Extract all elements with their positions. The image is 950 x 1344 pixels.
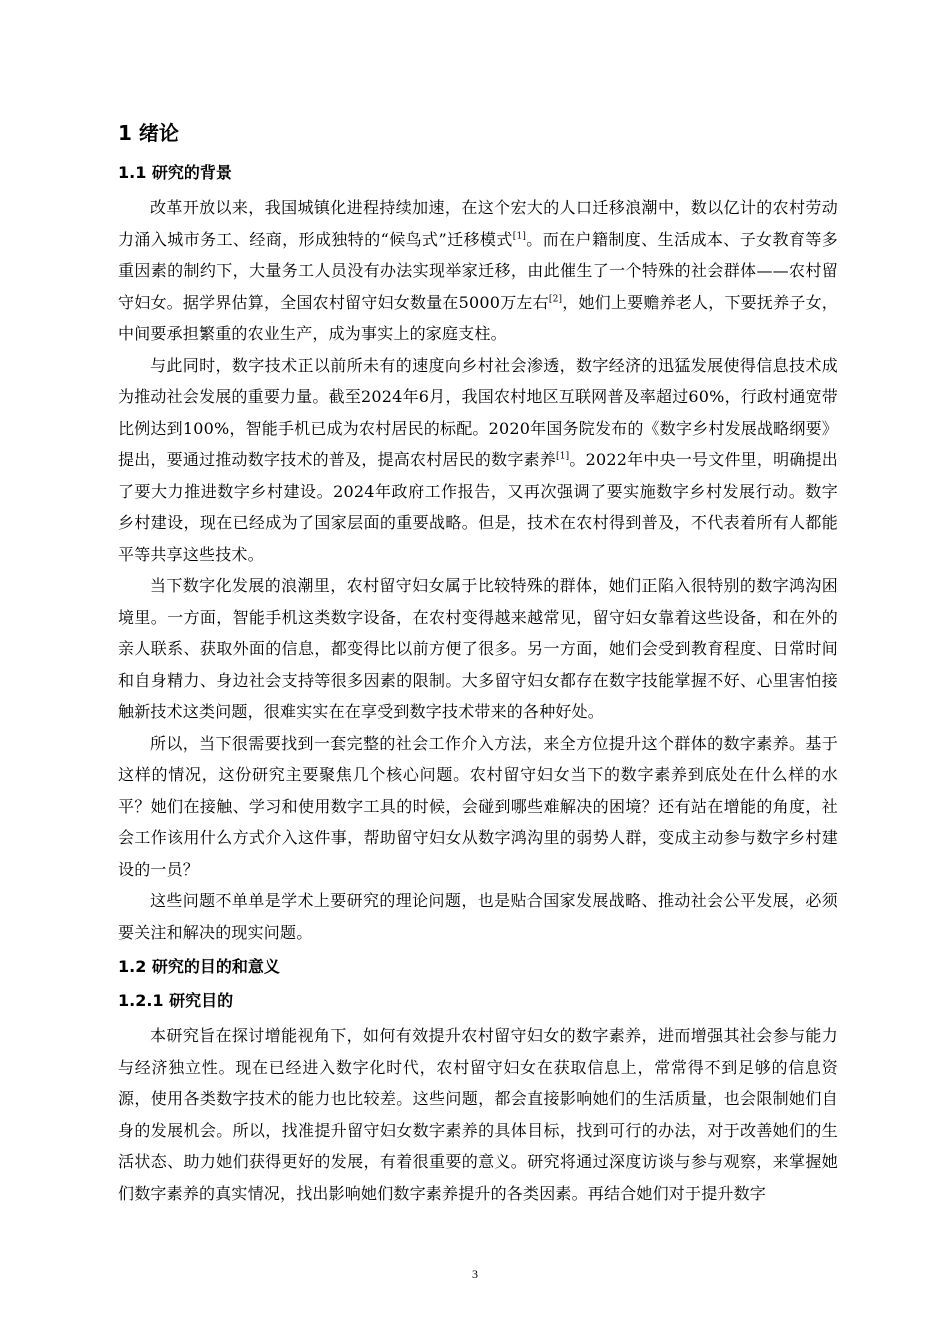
paragraph-text: 。而在户籍制度、生活成本、子女教育等多重因素的制约下，大量务工人员没有办法实现举家迁移，由此催生了一个特殊的社会群体——农村留守妇女。据学界估算，全国农村留守妇女数量在5000万左右 [118,229,838,312]
paragraph-text: 与此同时，数字技术正以前所未有的速度向乡村社会渗透，数字经济的迅猛发展使得信息技术成为推动社会发展的重要力量。截至2024年6月，我国农村地区互联网普及率超过60%，行政村通宽带比例达到100%，智能手机已成为农村居民的标配。2020年国务院发布的《数字乡村发展战略纲要》提出，要通过推动数字技术的普及，提高农村居民的数字素养 [118,355,838,469]
chapter-title: 1 绪论 [118,121,179,145]
paragraph-text: 改革开放以来，我国城镇化进程持续加速，在这个宏大的人口迁移浪潮中，数以亿计的农村劳动力涌入城市务工、经商，形成独特的“候鸟式”迁移模式 [118,198,838,249]
citation-ref: [1] [512,231,527,242]
page-content [118,118,838,1209]
section-title-1-2: 1.2 研究的目的和意义 [118,957,280,976]
paragraph-text: 。2022年中央一号文件里，明确提出了要大力推进数字乡村建设。2024年政府工作报告，又再次强调了要实施数字乡村发展行动。数字乡村建设，现在已经成为了国家层面的重要战略。但是，技术在农村得到普及，不代表着所有人都能平等共享这些技术。 [118,450,838,564]
subsection-title-1-2-1: 1.2.1 研究目的 [118,991,234,1010]
paragraph-background-2 [118,350,838,571]
page-number: 3 [472,1267,478,1281]
paragraph-text: ，她们上要赡养老人，下要抚养子女，中间要承担繁重的农业生产，成为事实上的家庭支柱。 [118,292,838,343]
paragraph-background-3: 当下数字化发展的浪潮里，农村留守妇女属于比较特殊的群体，她们正陷入很特别的数字鸿沟困境里。一方面，智能手机这类数字设备，在农村变得越来越常见，留守妇女靠着这些设备，和在外的亲人联系、获取外面的信息，都变得比以前方便了很多。另一方面，她们会受到教育程度、日常时间和自身精力、身边社会支持等很多因素的限制。大多留守妇女都存在数字技能掌握不好、心里害怕接触新技术这类问题，很难实实在在享受到数字技术带来的各种好处。 [118,576,838,721]
paragraph-background-4: 所以，当下很需要找到一套完整的社会工作介入方法，来全方位提升这个群体的数字素养。基于这样的情况，这份研究主要聚焦几个核心问题。农村留守妇女当下的数字素养到底处在什么样的水平？她们在接触、学习和使用数字工具的时候，会碰到哪些难解决的困境？还有站在增能的角度，社会工作该用什么方式介入这件事，帮助留守妇女从数字鸿沟里的弱势人群，变成主动参与数字乡村建设的一员？ [118,733,838,879]
citation-ref: [1] [555,451,570,462]
citation-ref: [2] [548,294,563,305]
section-title-1-1: 1.1 研究的背景 [118,163,232,182]
paragraph-background-1 [118,192,838,350]
paragraph-purpose-1: 本研究旨在探讨增能视角下，如何有效提升农村留守妇女的数字素养，进而增强其社会参与能力与经济独立性。现在已经进入数字化时代，农村留守妇女在获取信息上，常常得不到足够的信息资源，使用各类数字技术的能力也比较差。这些问题，都会直接影响她们的生活质量，也会限制她们自身的发展机会。所以，找准提升留守妇女数字素养的具体目标，找到可行的办法，对于改善她们的生活状态、助力她们获得更好的发展，有着很重要的意义。研究将通过深度访谈与参与观察，来掌握她们数字素养的真实情况，找出影响她们数字素养提升的各类因素。再结合她们对于提升数字 [118,1026,838,1203]
paragraph-background-5: 这些问题不单单是学术上要研究的理论问题，也是贴合国家发展战略、推动社会公平发展，必须要关注和解决的现实问题。 [118,891,838,942]
